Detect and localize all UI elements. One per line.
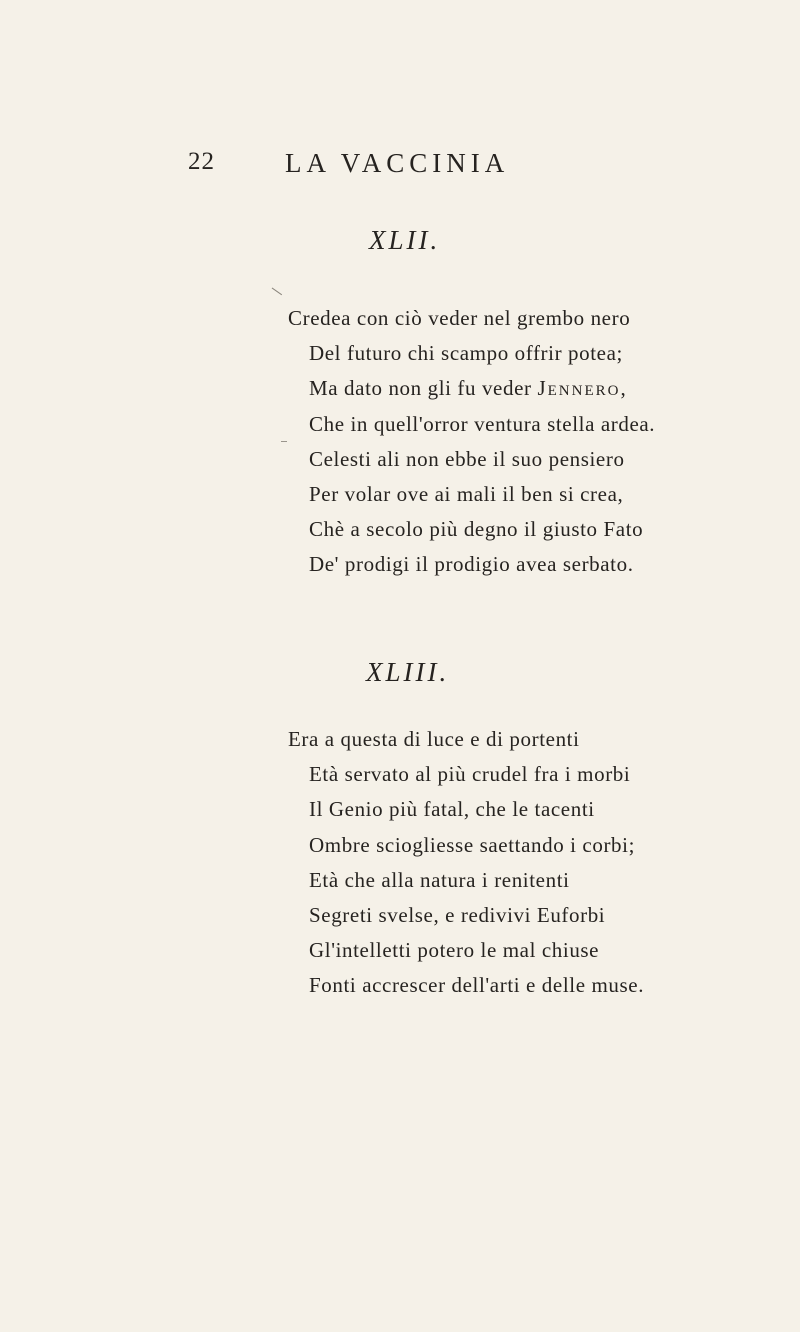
verse-line: Età che alla natura i renitenti — [309, 867, 570, 892]
stanza-number: XLIII. — [366, 657, 450, 687]
stanza-number: XLII. — [369, 225, 441, 255]
verse-line: Ombre sciogliesse saettando i corbi; — [309, 832, 636, 857]
stray-dash — [281, 441, 287, 442]
verse-line: Per volar ove ai mali il ben si crea, — [309, 481, 624, 506]
page-header — [0, 148, 800, 188]
verse-line: Del futuro chi scampo offrir potea; — [309, 341, 623, 366]
verse-line: Segreti svelse, e redivivi Euforbi — [309, 902, 606, 927]
stanza-xliii — [288, 722, 644, 1004]
verse-line: Fonti accrescer dell'arti e delle muse. — [309, 973, 645, 998]
proper-name: Jennero — [537, 376, 621, 401]
page-number: 22 — [188, 148, 215, 175]
verse-line: Il Genio più fatal, che le tacenti — [309, 797, 595, 822]
verse-line: Che in quell'orror ventura stella ardea. — [309, 411, 656, 436]
verse-line: Chè a secolo più degno il giusto Fato — [309, 517, 644, 542]
verse-line: Celesti ali non ebbe il suo pensiero — [309, 446, 625, 471]
verse-line: Età servato al più crudel fra i morbi — [309, 762, 631, 787]
verse-line: Gl'intelletti potero le mal chiuse — [309, 938, 600, 963]
verse-punctuation: , — [620, 376, 627, 401]
running-title: LA VACCINIA — [285, 148, 510, 178]
verse-line-text: Ma dato non gli fu veder — [309, 376, 538, 401]
verse-line: Credea con ciò veder nel grembo nero — [288, 306, 631, 330]
stanza-xlii — [288, 301, 655, 583]
stray-mark — [266, 288, 282, 304]
verse-line: Era a questa di luce e di portenti — [288, 727, 580, 751]
verse-line — [288, 371, 655, 406]
verse-line: De' prodigi il prodigio avea serbato. — [309, 552, 634, 577]
